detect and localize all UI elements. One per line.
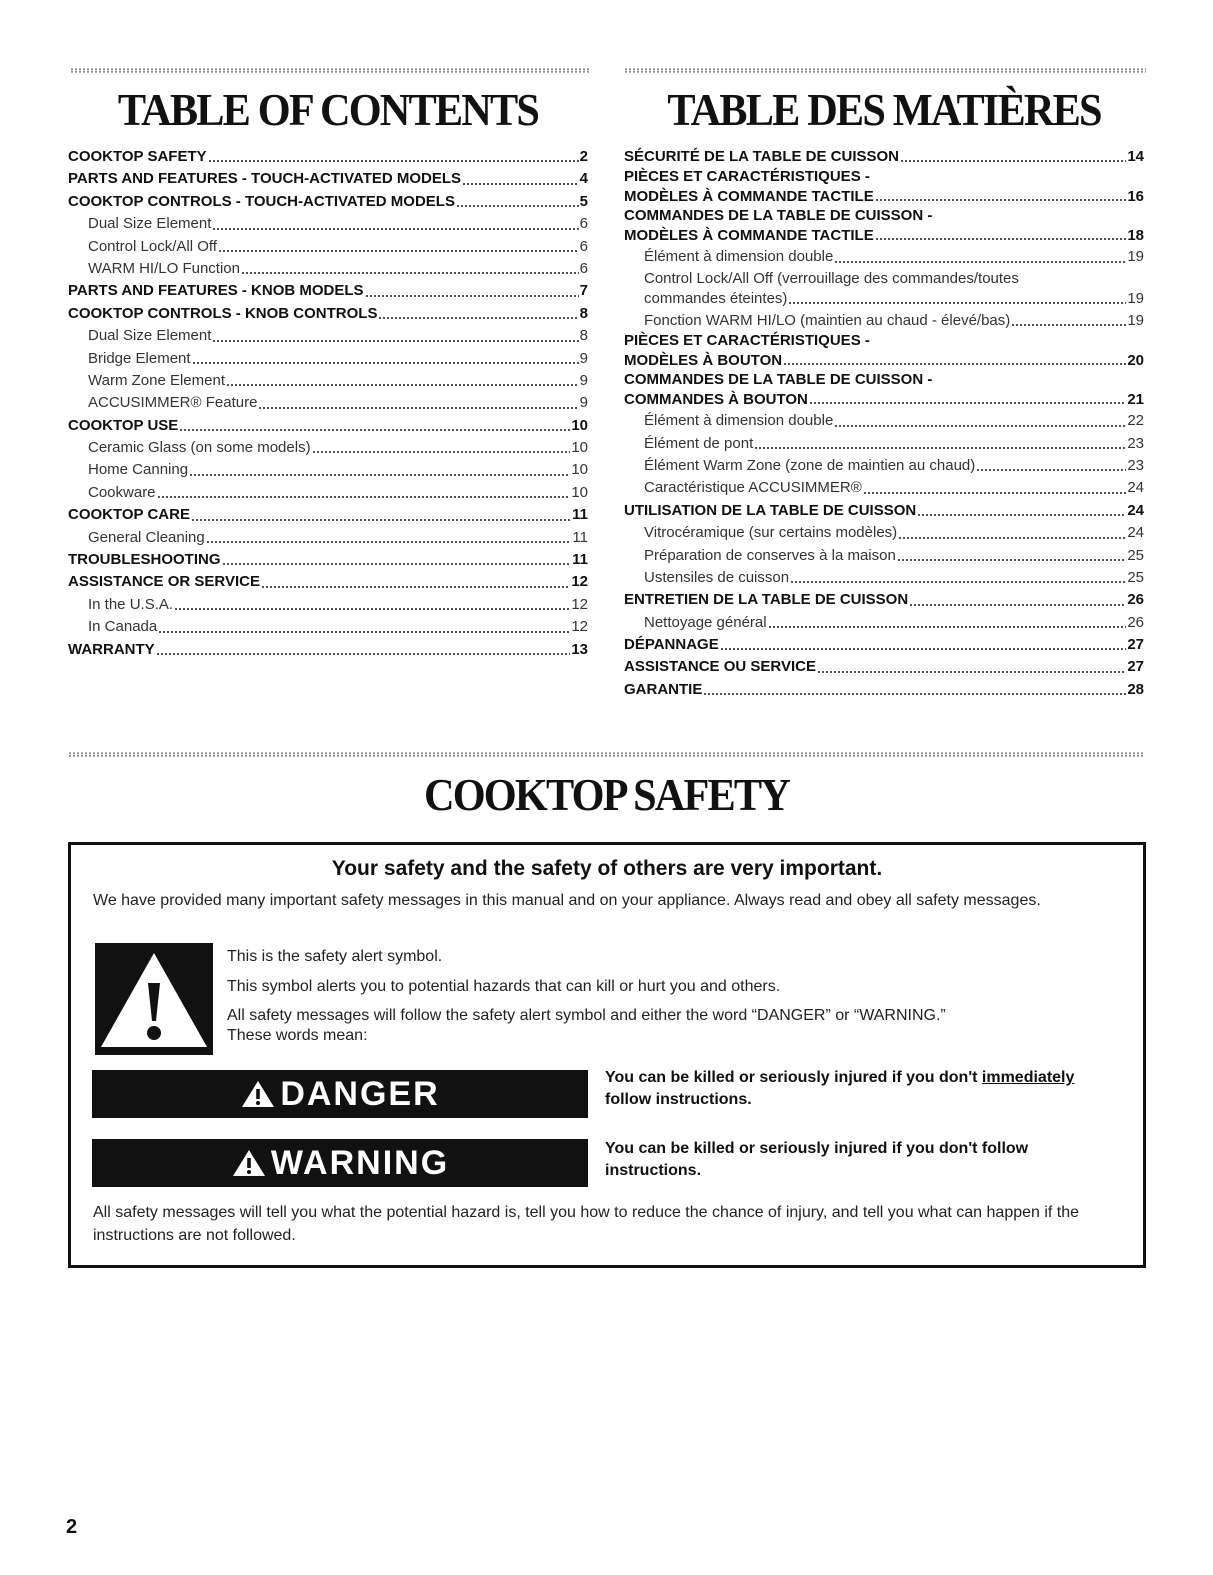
toc-entry-label: Fonction WARM HI/LO (maintien au chaud - élevé/bas) <box>644 311 1011 329</box>
toc-dot-leader <box>261 571 570 593</box>
top-rule-right <box>624 68 1146 73</box>
danger-banner <box>92 1070 588 1118</box>
alert-line: These words mean: <box>227 1027 368 1044</box>
toc-page-number: 11 <box>572 551 588 569</box>
safety-footer: All safety messages will tell you what the potential hazard is, tell you how to reduce the chance of injury, and tell you what can happen if the instructions are not followed. <box>93 1204 1080 1244</box>
toc-subsection-entry <box>624 567 1144 589</box>
toc-entry-label: COOKTOP SAFETY <box>68 147 207 165</box>
toc-dot-leader <box>174 594 570 616</box>
toc-dot-leader <box>191 504 571 526</box>
danger-text-end: follow instructions. <box>605 1091 752 1108</box>
toc-entry-label: Home Canning <box>88 461 189 479</box>
toc-entry-label: Cookware <box>88 483 156 501</box>
toc-page-number: 27 <box>1127 636 1144 654</box>
toc-dot-leader <box>909 589 1126 611</box>
toc-dot-leader <box>212 213 578 235</box>
toc-section-entry <box>68 639 588 661</box>
toc-subsection-entry <box>624 269 1144 310</box>
toc-entry-label: MODÈLES À COMMANDE TACTILE <box>624 188 874 206</box>
toc-entry-label: COMMANDES À BOUTON <box>624 391 808 409</box>
danger-alert-icon <box>240 1079 276 1109</box>
toc-dot-leader <box>809 389 1126 410</box>
toc-subsection-entry <box>68 236 588 258</box>
toc-dot-leader <box>898 522 1126 544</box>
toc-dot-leader <box>158 616 570 638</box>
safety-heading: Your safety and the safety of others are very important. <box>331 857 883 880</box>
toc-entry-label: MODÈLES À BOUTON <box>624 352 783 370</box>
toc-page-number: 12 <box>571 595 588 613</box>
toc-page-number: 8 <box>579 327 588 345</box>
toc-dot-leader <box>875 186 1127 207</box>
toc-entry-label: Élément de pont <box>644 434 754 452</box>
toc-page-number: 11 <box>572 506 588 524</box>
toc-page-number: 24 <box>1127 524 1144 542</box>
toc-dot-leader <box>157 482 571 504</box>
toc-dot-leader <box>917 500 1126 522</box>
toc-page-number: 10 <box>571 483 588 501</box>
toc-entry-label: DÉPANNAGE <box>624 636 719 654</box>
toc-subsection-entry <box>68 459 588 481</box>
toc-page-number: 14 <box>1127 147 1144 165</box>
section-rule <box>68 752 1144 757</box>
toc-page-number: 8 <box>579 304 588 322</box>
toc-subsection-entry <box>624 310 1144 332</box>
toc-page-number: 10 <box>571 416 588 434</box>
toc-dot-leader <box>206 527 572 549</box>
safety-intro: We have provided many important safety messages in this manual and on your appliance. Always read and obey all safety messages. <box>93 892 1041 909</box>
toc-entry-label: Nettoyage général <box>644 613 767 631</box>
toc-dot-leader <box>720 634 1127 656</box>
toc-dot-leader <box>462 168 579 190</box>
toc-dot-leader <box>768 612 1127 634</box>
toc-subsection-entry <box>624 455 1144 477</box>
toc-page-number: 4 <box>579 170 588 188</box>
toc-page-number: 11 <box>572 528 588 546</box>
danger-text-emphasis: immediately <box>981 1069 1075 1086</box>
danger-text <box>605 1067 1074 1111</box>
toc-subsection-entry <box>68 482 588 504</box>
toc-dot-leader <box>834 410 1126 432</box>
toc-entry-label: MODÈLES À COMMANDE TACTILE <box>624 227 874 245</box>
page-number: 2 <box>66 1516 78 1538</box>
toc-entry-label: Bridge Element <box>88 349 191 367</box>
toc-dot-leader <box>192 348 579 370</box>
toc-english-title: TABLE OF CONTENTS <box>117 84 539 135</box>
toc-entry-label: COOKTOP CONTROLS - TOUCH-ACTIVATED MODELS <box>68 192 455 210</box>
toc-section-entry <box>624 371 1144 410</box>
toc-page-number: 23 <box>1127 434 1144 452</box>
toc-page-number: 9 <box>579 394 588 412</box>
toc-page-number: 27 <box>1127 658 1144 676</box>
toc-section-entry <box>624 500 1144 522</box>
toc-dot-leader <box>222 549 572 571</box>
toc-page-number: 23 <box>1127 456 1144 474</box>
toc-subsection-entry <box>68 392 588 414</box>
toc-subsection-entry <box>68 258 588 280</box>
toc-subsection-entry <box>68 594 588 616</box>
toc-dot-leader <box>783 350 1126 371</box>
toc-section-entry <box>624 589 1144 611</box>
toc-page-number: 16 <box>1127 188 1144 206</box>
toc-entry-label: GARANTIE <box>624 680 703 698</box>
toc-section-entry <box>68 168 588 190</box>
toc-entry-label: PARTS AND FEATURES - TOUCH-ACTIVATED MODELS <box>68 170 462 188</box>
toc-dot-leader <box>976 455 1126 477</box>
toc-french <box>624 84 1144 701</box>
toc-page-number: 24 <box>1127 501 1144 519</box>
toc-entry-label: Ustensiles de cuisson <box>644 568 790 586</box>
toc-page-number: 12 <box>571 573 588 591</box>
toc-dot-leader <box>1011 310 1126 332</box>
toc-dot-leader <box>226 370 579 392</box>
toc-section-entry <box>624 634 1144 656</box>
toc-entry-label: Control Lock/All Off <box>88 237 217 255</box>
toc-entry-label: ACCUSIMMER® Feature <box>88 394 258 412</box>
toc-entry-label-line1: COMMANDES DE LA TABLE DE CUISSON - <box>624 207 933 225</box>
toc-entry-label-line1: COMMANDES DE LA TABLE DE CUISSON - <box>624 371 933 389</box>
toc-entry-label: Élément à dimension double <box>644 248 834 266</box>
toc-dot-leader <box>703 679 1126 701</box>
toc-subsection-entry <box>624 433 1144 455</box>
toc-entry-label: commandes éteintes) <box>644 289 788 307</box>
toc-entry-label: COOKTOP CARE <box>68 506 190 524</box>
toc-entry-label: Élément Warm Zone (zone de maintien au chaud) <box>644 456 976 474</box>
toc-entry-label: In Canada <box>88 618 158 636</box>
toc-entry-label: SÉCURITÉ DE LA TABLE DE CUISSON <box>624 147 900 165</box>
toc-entry-label: ASSISTANCE OR SERVICE <box>68 573 260 591</box>
toc-dot-leader <box>863 477 1127 499</box>
toc-subsection-entry <box>68 370 588 392</box>
toc-section-entry <box>68 549 588 571</box>
toc-section-entry <box>68 504 588 526</box>
toc-dot-leader <box>312 437 571 459</box>
toc-dot-leader <box>365 280 579 302</box>
toc-subsection-entry <box>68 325 588 347</box>
toc-page-number: 10 <box>571 461 588 479</box>
toc-page-number: 10 <box>571 439 588 457</box>
warning-alert-icon <box>231 1148 267 1178</box>
toc-section-entry <box>68 191 588 213</box>
danger-label: DANGER <box>280 1074 440 1113</box>
toc-page-number: 18 <box>1127 227 1144 245</box>
toc-subsection-entry <box>624 545 1144 567</box>
toc-page-number: 24 <box>1127 479 1144 497</box>
toc-section-entry <box>68 280 588 302</box>
toc-subsection-entry <box>68 527 588 549</box>
toc-entry-label: General Cleaning <box>88 528 205 546</box>
toc-entry-label: Dual Size Element <box>88 215 212 233</box>
alert-line: All safety messages will follow the safety alert symbol and either the word “DANGER” or “WARNING.” <box>227 1007 946 1024</box>
warning-text <box>605 1138 1028 1182</box>
toc-subsection-entry <box>68 348 588 370</box>
toc-dot-leader <box>156 639 571 661</box>
toc-page-number: 26 <box>1127 591 1144 609</box>
toc-dot-leader <box>189 459 570 481</box>
toc-page-number: 20 <box>1127 352 1144 370</box>
toc-page-number: 25 <box>1127 568 1144 586</box>
toc-entry-label: COOKTOP USE <box>68 416 179 434</box>
toc-page-number: 12 <box>571 618 588 636</box>
toc-entry-label: Dual Size Element <box>88 327 212 345</box>
toc-dot-leader <box>208 146 579 168</box>
toc-subsection-entry <box>624 612 1144 634</box>
toc-entry-label-line1: Control Lock/All Off (verrouillage des commandes/toutes <box>644 269 1019 287</box>
toc-entry-label: Ceramic Glass (on some models) <box>88 439 311 457</box>
toc-dot-leader <box>212 325 578 347</box>
toc-entry-label-line1: PIÈCES ET CARACTÉRISTIQUES - <box>624 332 870 350</box>
toc-dot-leader <box>754 433 1126 455</box>
toc-page-number: 9 <box>579 349 588 367</box>
toc-section-entry <box>624 146 1144 168</box>
toc-entry-label: ASSISTANCE OU SERVICE <box>624 658 816 676</box>
toc-page-number: 19 <box>1127 248 1144 266</box>
toc-subsection-entry <box>624 410 1144 432</box>
toc-page-number: 28 <box>1127 680 1144 698</box>
toc-dot-leader <box>258 392 578 414</box>
toc-page-number: 7 <box>579 282 588 300</box>
toc-english <box>68 84 588 661</box>
toc-entry-label: WARRANTY <box>68 640 155 658</box>
warning-banner <box>92 1139 588 1187</box>
toc-entry-label: Élément à dimension double <box>644 412 834 430</box>
alert-line: This is the safety alert symbol. <box>227 948 443 965</box>
toc-dot-leader <box>834 246 1126 268</box>
toc-section-entry <box>68 146 588 168</box>
toc-dot-leader <box>456 191 579 213</box>
toc-entry-label: In the U.S.A. <box>88 595 174 613</box>
toc-entry-label: ENTRETIEN DE LA TABLE DE CUISSON <box>624 591 909 609</box>
top-rule-left <box>70 68 590 73</box>
toc-entry-label: COOKTOP CONTROLS - KNOB CONTROLS <box>68 304 378 322</box>
alert-line: This symbol alerts you to potential hazards that can kill or hurt you and others. <box>227 977 781 995</box>
toc-page-number: 21 <box>1127 391 1144 409</box>
toc-entry-label: PARTS AND FEATURES - KNOB MODELS <box>68 282 364 300</box>
toc-entry-label: Vitrocéramique (sur certains modèles) <box>644 524 898 542</box>
toc-page-number: 22 <box>1127 412 1144 430</box>
alert-description <box>227 948 946 1057</box>
toc-dot-leader <box>817 656 1126 678</box>
toc-entry-label: Préparation de conserves à la maison <box>644 546 896 564</box>
toc-section-entry <box>68 415 588 437</box>
toc-section-entry <box>624 332 1144 371</box>
toc-page-number: 9 <box>579 371 588 389</box>
toc-dot-leader <box>790 567 1126 589</box>
toc-subsection-entry <box>68 437 588 459</box>
danger-text-main: You can be killed or seriously injured if you don't <box>605 1069 982 1086</box>
toc-dot-leader <box>241 258 579 280</box>
toc-section-entry <box>68 303 588 325</box>
toc-entry-label: UTILISATION DE LA TABLE DE CUISSON <box>624 501 917 519</box>
toc-dot-leader <box>378 303 578 325</box>
warning-text-line1: You can be killed or seriously injured if you don't follow <box>605 1140 1029 1157</box>
toc-page-number: 26 <box>1127 613 1144 631</box>
toc-dot-leader <box>900 146 1126 168</box>
section-title: COOKTOP SAFETY <box>423 769 790 820</box>
toc-page-number: 2 <box>579 147 588 165</box>
toc-page-number: 19 <box>1127 311 1144 329</box>
safety-box <box>68 842 1146 1268</box>
toc-section-entry <box>68 571 588 593</box>
toc-page-number: 5 <box>579 192 588 210</box>
toc-page-number: 19 <box>1127 289 1144 307</box>
toc-dot-leader <box>788 288 1126 310</box>
toc-subsection-entry <box>624 477 1144 499</box>
toc-dot-leader <box>875 225 1127 246</box>
toc-section-entry <box>624 207 1144 246</box>
toc-entry-label: WARM HI/LO Function <box>88 259 240 277</box>
toc-page-number: 6 <box>579 259 588 277</box>
safety-alert-icon <box>95 943 213 1055</box>
toc-section-entry <box>624 656 1144 678</box>
toc-page-number: 13 <box>571 640 588 658</box>
toc-section-entry <box>624 168 1144 207</box>
toc-dot-leader <box>179 415 570 437</box>
toc-entry-label: Caractéristique ACCUSIMMER® <box>644 479 862 497</box>
toc-dot-leader <box>218 236 579 258</box>
toc-entry-label: TROUBLESHOOTING <box>68 551 221 569</box>
toc-subsection-entry <box>624 522 1144 544</box>
toc-entry-label: Warm Zone Element <box>88 371 225 389</box>
toc-subsection-entry <box>68 616 588 638</box>
toc-page-number: 6 <box>579 215 588 233</box>
toc-french-title: TABLE DES MATIÈRES <box>667 84 1101 135</box>
warning-text-line2: instructions. <box>605 1162 702 1179</box>
toc-entry-label-line1: PIÈCES ET CARACTÉRISTIQUES - <box>624 168 870 186</box>
toc-page-number: 25 <box>1127 546 1144 564</box>
toc-subsection-entry <box>624 246 1144 268</box>
toc-section-entry <box>624 679 1144 701</box>
toc-page-number: 6 <box>579 237 588 255</box>
toc-dot-leader <box>897 545 1127 567</box>
warning-label: WARNING <box>270 1143 450 1182</box>
toc-subsection-entry <box>68 213 588 235</box>
